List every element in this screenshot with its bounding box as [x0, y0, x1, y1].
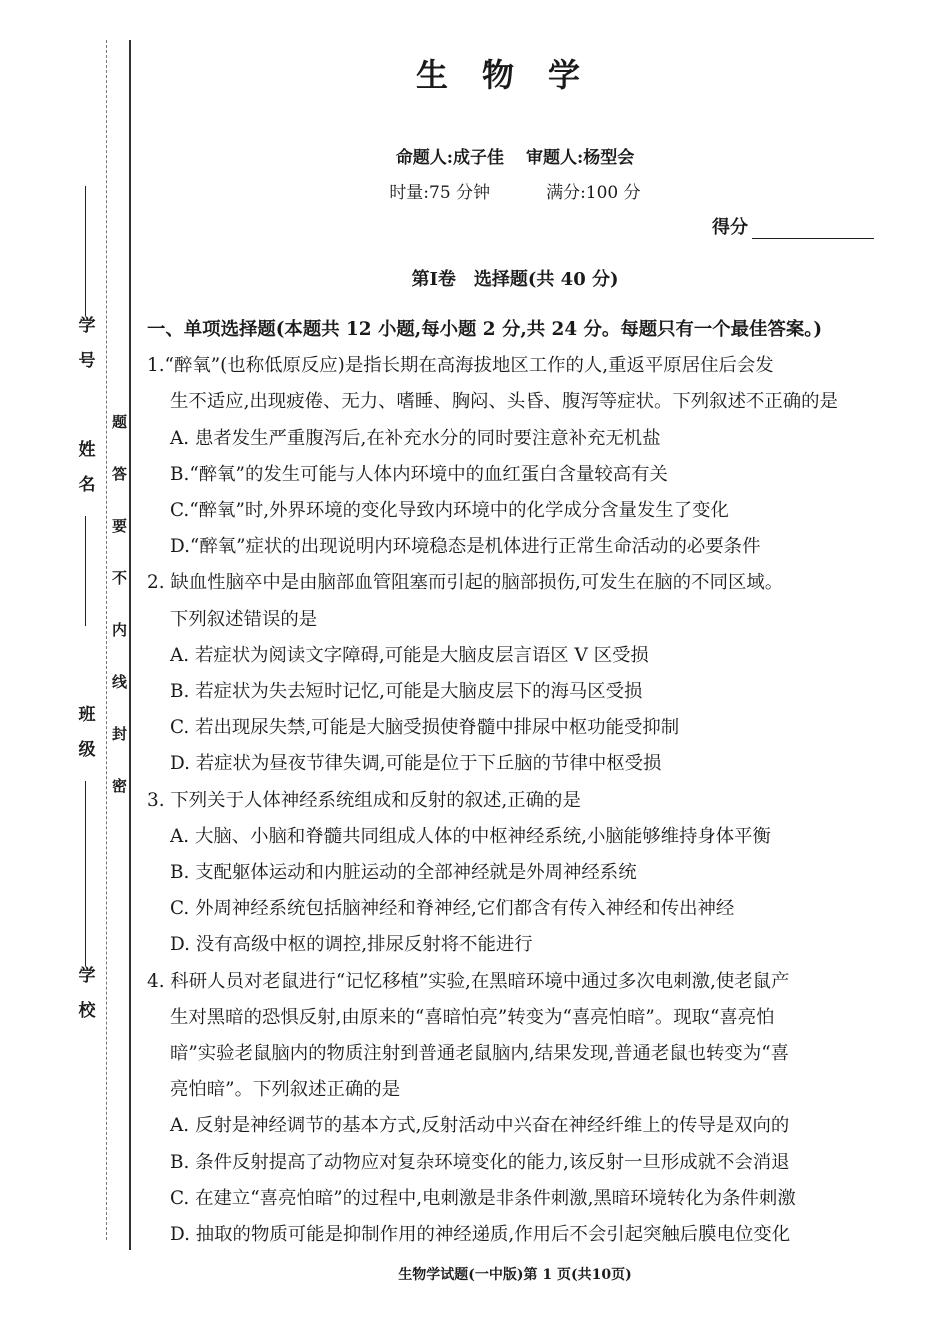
- page-footer: 生物学试题(一中版)第 1 页(共10页): [398, 1267, 632, 1283]
- seal-line-solid: [129, 40, 131, 1250]
- option-b: B.“醉氧”的发生可能与人体内环境中的血红蛋白含量较高有关: [170, 463, 668, 485]
- option-d: D. 抽取的物质可能是抑制作用的神经递质,作用后不会引起突触后膜电位变化: [170, 1224, 791, 1246]
- option-a: A. 若症状为阅读文字障碍,可能是大脑皮层言语区 V 区受损: [170, 644, 649, 666]
- question-stem-line: 1.“醉氧”(也称低原反应)是指长期在高海拔地区工作的人,重返平原居住后会发: [147, 355, 774, 377]
- question-4: [147, 964, 887, 1254]
- question-stem-line: 生不适应,出现疲倦、无力、嗜睡、胸闷、头昏、腹泻等症状。下列叙述不正确的是: [170, 391, 838, 413]
- option-c: C. 在建立“喜亮怕暗”的过程中,电刺激是非条件刺激,黑暗环境转化为条件刺激: [170, 1187, 796, 1209]
- seal-char: 密: [110, 777, 128, 793]
- name-field[interactable]: [60, 440, 110, 626]
- option-c: C.“醉氧”时,外界环境的变化导致内环境中的化学成分含量发生了变化: [170, 500, 729, 522]
- option-a: A. 反射是神经调节的基本方式,反射活动中兴奋在神经纤维上的传导是双向的: [170, 1115, 790, 1137]
- reviewer: 审题人:杨型会: [526, 148, 635, 168]
- option-d: D. 没有高级中枢的调控,排尿反射将不能进行: [170, 934, 533, 956]
- question-3: [147, 783, 887, 964]
- question-stem-line: 生对黑暗的恐惧反射,由原来的“喜暗怕亮”转变为“喜亮怕暗”。现取“喜亮怕: [170, 1006, 775, 1028]
- option-d: D.“醉氧”症状的出现说明内环境稳态是机体进行正常生命活动的必要条件: [170, 536, 761, 558]
- seal-char: 题: [110, 413, 128, 429]
- class-label: 班级: [74, 705, 95, 775]
- full-score: 满分:100 分: [546, 183, 641, 203]
- time-limit: 时量:75 分钟: [389, 183, 491, 203]
- option-d: D. 若症状为昼夜节律失调,可能是位于下丘脑的节律中枢受损: [170, 753, 662, 775]
- seal-char: 封: [110, 725, 128, 741]
- school-field[interactable]: [60, 870, 110, 1036]
- score-blank[interactable]: [752, 218, 874, 239]
- question-content: [147, 312, 887, 1253]
- student-no-blank[interactable]: [85, 186, 86, 316]
- author-line: [0, 143, 950, 168]
- option-a: A. 大脑、小脑和脊髓共同组成人体的中枢神经系统,小脑能够维持身体平衡: [170, 825, 771, 847]
- name-label: 姓名: [74, 440, 95, 510]
- score-box[interactable]: [712, 213, 874, 239]
- exam-title: 生物学: [415, 56, 614, 94]
- school-blank[interactable]: [85, 876, 86, 966]
- name-blank[interactable]: [85, 516, 86, 626]
- seal-notice: [110, 395, 128, 811]
- option-c: C. 外周神经系统包括脑神经和脊神经,它们都含有传入神经和传出神经: [170, 898, 735, 920]
- question-2: [147, 565, 887, 782]
- question-stem-line: 暗”实验老鼠脑内的物质注射到普通老鼠脑内,结果发现,普通老鼠也转变为“喜: [170, 1043, 789, 1065]
- exam-info: [0, 178, 950, 203]
- question-stem-line: 亮怕暗”。下列叙述正确的是: [170, 1079, 401, 1101]
- option-b: B. 条件反射提高了动物应对复杂环境变化的能力,该反射一旦形成就不会消退: [170, 1151, 790, 1173]
- seal-char: 答: [110, 465, 128, 481]
- question-stem-line: 2. 缺血性脑卒中是由脑部血管阻塞而引起的脑部损伤,可发生在脑的不同区域。: [147, 572, 784, 594]
- seal-char: 内: [110, 621, 128, 637]
- question-stem-line: 3. 下列关于人体神经系统组成和反射的叙述,正确的是: [147, 789, 581, 811]
- option-b: B. 若症状为失去短时记忆,可能是大脑皮层下的海马区受损: [170, 681, 643, 703]
- seal-char: 要: [110, 517, 128, 533]
- score-label: 得分: [712, 217, 748, 238]
- school-label: 学校: [74, 966, 95, 1036]
- option-a: A. 患者发生严重腹泻后,在补充水分的同时要注意补充无机盐: [170, 427, 661, 449]
- student-no-label: 学号: [74, 316, 95, 386]
- seal-char: 线: [110, 673, 128, 689]
- option-b: B. 支配躯体运动和内脏运动的全部神经就是外周神经系统: [170, 862, 637, 884]
- section-heading: 一、单项选择题(本题共 12 小题,每小题 2 分,共 24 分。每题只有一个最佳答案。): [147, 319, 823, 340]
- part-title: 第Ⅰ卷 选择题(共 40 分): [411, 269, 619, 290]
- question-1: [147, 348, 887, 565]
- question-stem-line: 4. 科研人员对老鼠进行“记忆移植”实验,在黑暗环境中通过多次电刺激,使老鼠产: [147, 970, 790, 992]
- author: 命题人:成子佳: [395, 148, 504, 168]
- option-c: C. 若出现尿失禁,可能是大脑受损使脊髓中排尿中枢功能受抑制: [170, 717, 680, 739]
- seal-char: 不: [110, 569, 128, 585]
- question-stem-line: 下列叙述错误的是: [170, 608, 318, 630]
